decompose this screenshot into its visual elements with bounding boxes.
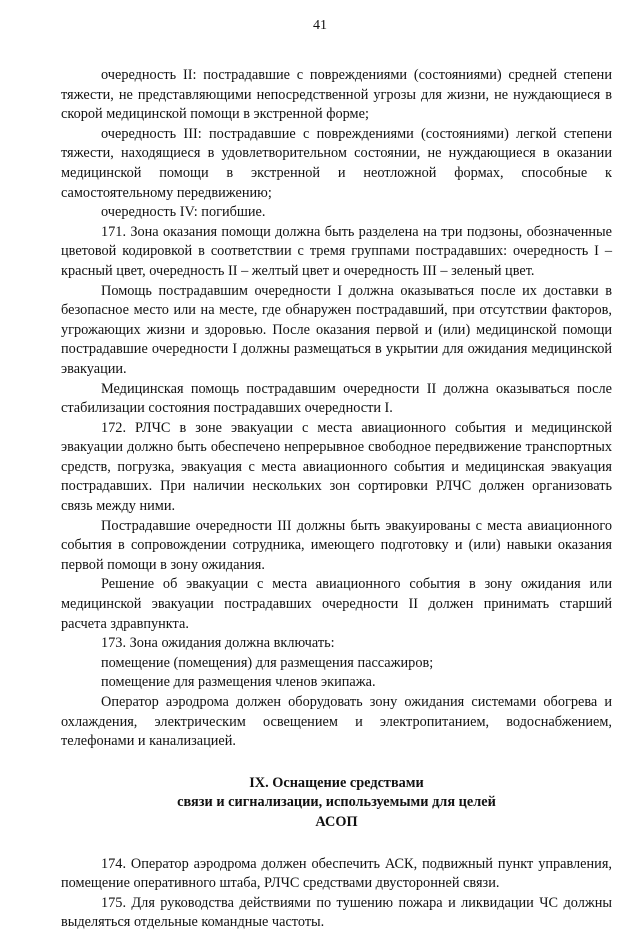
paragraph: 172. РЛЧС в зоне эвакуации с места авиационного события и медицинской эвакуации должно быть обеспечено непрерывное свободное передвижение транспортных средств, погрузка, эвакуация с места авиационного события и медицинская эвакуация пострадавших. При наличии нескольких зон сортировки РЛЧС должен организовать связь между ними. <box>61 419 612 515</box>
page-number: 41 <box>313 18 327 33</box>
section-heading-line: АСОП <box>315 813 358 830</box>
section-heading-line: IX. Оснащение средствами <box>249 774 424 791</box>
paragraph: очередность II: пострадавшие с повреждениями (состояниями) средней степени тяжести, не представляющими непосредственной угрозы для жизни, не нуждающиеся в скорой медицинской помощи в экстренной форме; <box>61 67 612 123</box>
paragraph: помещение (помещения) для размещения пассажиров; <box>101 654 434 671</box>
paragraph: Помощь пострадавшим очередности I должна оказываться после их доставки в безопасное место или на месте, где обнаружен пострадавший, при отсутствии факторов, угрожающих жизни и здоровью. После оказания первой и (или) медицинской помощи пострадавшие очередности I должны размещаться в укрытии для ожидания медицинской эвакуации. <box>61 282 612 377</box>
paragraph: очередность IV: погибшие. <box>101 204 266 221</box>
paragraph: 174. Оператор аэродрома должен обеспечить АСК, подвижный пункт управления, помещение оперативного штаба, РЛЧС средствами двусторонней связи. <box>61 855 612 892</box>
paragraph: Пострадавшие очередности III должны быть эвакуированы с места авиационного события в сопровождении сотрудника, имеющего подготовку и (или) навыки оказания первой помощи в зону ожидания. <box>61 517 612 573</box>
paragraph: Медицинская помощь пострадавшим очередности II должна оказываться после стабилизации состояния пострадавших очередности I. <box>61 380 612 417</box>
section-heading <box>61 774 612 833</box>
section-heading-line: связи и сигнализации, используемыми для целей <box>177 794 496 811</box>
paragraph: Решение об эвакуации с места авиационного события в зону ожидания или медицинской эвакуации пострадавших очередности II должен принимать старший расчета здравпункта. <box>61 576 612 632</box>
paragraph: помещение для размещения членов экипажа. <box>101 674 376 691</box>
paragraph: очередность III: пострадавшие с повреждениями (состояниями) легкой степени тяжести, находящиеся в удовлетворительном состоянии, не нуждающиеся в оказании медицинской помощи в экстренной и неотложной формах, способные к самостоятельному передвижению; <box>61 125 612 201</box>
paragraph: 173. Зона ожидания должна включать: <box>101 635 335 652</box>
paragraph: Оператор аэродрома должен оборудовать зону ожидания системами обогрева и охлаждения, электрическим освещением и электропитанием, водоснабжением, телефонами и канализацией. <box>61 694 612 750</box>
paragraph: 175. Для руководства действиями по тушению пожара и ликвидации ЧС должны выделяться отдельные командные частоты. <box>61 894 612 931</box>
paragraph: 171. Зона оказания помощи должна быть разделена на три подзоны, обозначенные цветовой кодировкой в соответствии с тремя группами пострадавших: очередность I – красный цвет, очередность II – желтый цвет и очередность III – зеленый цвет. <box>61 223 612 279</box>
document-body <box>61 66 612 933</box>
